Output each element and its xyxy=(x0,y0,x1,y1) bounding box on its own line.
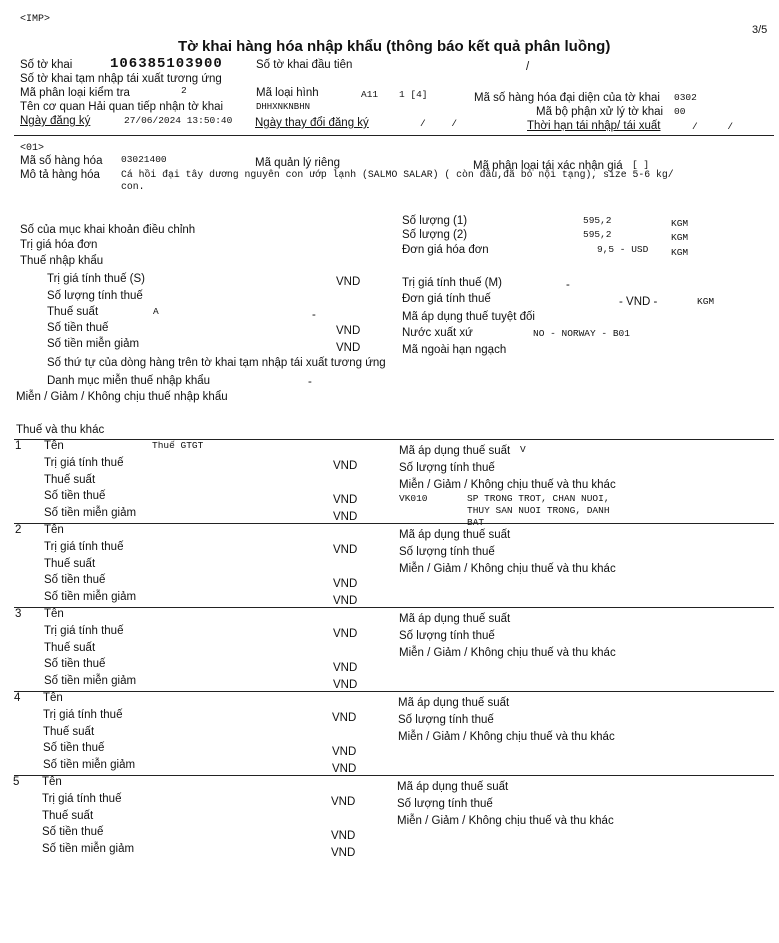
ma-ngoai-han-ngach-label: Mã ngoài hạn ngạch xyxy=(402,344,507,356)
ma-phan-loai-tai-xac-nhan-value: [ ] xyxy=(632,159,650,170)
tax-tri-gia-cur: VND xyxy=(331,796,356,808)
tax-row-number: 1 xyxy=(15,440,22,452)
tax-mien-desc3: BAT xyxy=(467,517,485,528)
tri-gia-tinh-thue-m-label: Trị giá tính thuế (M) xyxy=(402,277,502,289)
tax-row-divider xyxy=(14,775,774,776)
tax-tri-gia-label: Trị giá tính thuế xyxy=(44,625,124,637)
tax-row-divider xyxy=(14,607,774,608)
ma-so-hang-hoa-value: 03021400 xyxy=(121,154,167,165)
thoi-han-label: Thời hạn tái nhập/ tái xuất xyxy=(527,120,661,132)
so-to-khai-label: Số tờ khai xyxy=(20,59,73,71)
document-title: Tờ khai hàng hóa nhập khẩu (thông báo kết quả phân luồng) xyxy=(178,38,611,55)
mo-ta-label: Mô tả hàng hóa xyxy=(20,169,100,181)
nuoc-xuat-xu-value: NO - NORWAY - B01 xyxy=(533,328,630,339)
so-luong-2-label: Số lượng (2) xyxy=(402,229,468,241)
tax-mien-code: VK010 xyxy=(399,493,428,504)
tax-tri-gia-label: Trị giá tính thuế xyxy=(44,541,124,553)
ma-ap-dung-tuyet-doi-label: Mã áp dụng thuế tuyệt đối xyxy=(402,311,535,323)
ngay-dang-ky-value: 27/06/2024 13:50:40 xyxy=(124,115,233,126)
ma-quan-ly-label: Mã quản lý riêng xyxy=(255,157,341,169)
tax-row-number: 5 xyxy=(13,776,20,788)
ma-loai-hinh-label: Mã loại hình xyxy=(256,87,319,99)
ngay-thay-doi-label: Ngày thay đổi đăng ký xyxy=(255,117,369,129)
tax-so-tien-mien-giam-label: Số tiền miễn giảm xyxy=(44,675,137,687)
tax-so-tien-mien-giam-label: Số tiền miễn giảm xyxy=(44,591,137,603)
other-taxes-heading: Thuế và thu khác xyxy=(16,424,105,436)
tax-ma-ap-dung-label: Mã áp dụng thuế suất xyxy=(397,781,509,793)
tax-row-divider xyxy=(14,523,774,524)
ma-loai-hinh-value: A11 xyxy=(361,89,379,100)
tax-so-tien-thue-cur: VND xyxy=(331,830,356,842)
tri-gia-tinh-thue-s-cur: VND xyxy=(336,276,361,288)
so-luong-1-unit: KGM xyxy=(671,218,689,229)
tax-mien-desc1: SP TRONG TROT, CHAN NUOI, xyxy=(467,493,610,504)
so-luong-2-value: 595,2 xyxy=(583,229,612,240)
tax-thue-suat-label: Thuế suất xyxy=(42,810,94,822)
mo-ta-line2: con. xyxy=(121,181,145,192)
tax-so-luong-label: Số lượng tính thuế xyxy=(397,798,493,810)
tax-mien-desc2: THUY SAN NUOI TRONG, DANH xyxy=(467,505,610,516)
tax-name-label: Tên xyxy=(44,608,64,620)
page-number: 3/5 xyxy=(752,24,768,36)
ma-phan-loai-kiem-tra-value: 2 xyxy=(181,85,187,96)
so-tien-thue-cur: VND xyxy=(336,325,361,337)
ngay-dang-ky-label: Ngày đăng ký xyxy=(20,115,91,127)
tax-name-label: Tên xyxy=(44,524,64,536)
tax-so-tien-mien-giam-label: Số tiền miễn giảm xyxy=(42,843,135,855)
thue-suat-value: A xyxy=(153,306,159,317)
header-divider xyxy=(14,135,774,136)
so-thu-tu-label: Số thứ tự của dòng hàng trên tờ khai tạm nhập tái xuất tương ứng xyxy=(47,357,386,369)
tax-tri-gia-cur: VND xyxy=(333,544,358,556)
tax-thue-suat-label: Thuế suất xyxy=(44,474,96,486)
ma-so-hh-dai-dien-value: 0302 xyxy=(674,92,697,103)
tax-so-tien-thue-cur: VND xyxy=(333,494,358,506)
tax-so-tien-thue-label: Số tiền thuế xyxy=(44,658,106,670)
so-tien-mien-giam-cur: VND xyxy=(336,342,361,354)
ten-co-quan-value: DHHXNKNBHN xyxy=(256,102,311,112)
tax-row-number: 3 xyxy=(15,608,22,620)
tax-so-tien-mien-giam-cur: VND xyxy=(333,679,358,691)
so-to-khai-dau-tien-value: / xyxy=(526,61,530,73)
danh-muc-label: Danh mục miễn thuế nhập khẩu xyxy=(47,375,211,387)
so-to-khai-tam-nhap-label: Số tờ khai tạm nhập tái xuất tương ứng xyxy=(20,73,222,85)
tax-tri-gia-label: Trị giá tính thuế xyxy=(44,457,124,469)
ma-bo-phan-label: Mã bộ phận xử lý tờ khai xyxy=(536,106,664,118)
tax-name-value: Thuế GTGT xyxy=(152,440,204,451)
tax-thue-suat-label: Thuế suất xyxy=(44,642,96,654)
so-tien-mien-giam-label: Số tiền miễn giảm xyxy=(47,338,140,350)
tax-so-tien-mien-giam-label: Số tiền miễn giảm xyxy=(43,759,136,771)
ten-co-quan-label: Tên cơ quan Hải quan tiếp nhận tờ khai xyxy=(20,101,224,113)
tax-so-luong-label: Số lượng tính thuế xyxy=(399,546,495,558)
nuoc-xuat-xu-label: Nước xuất xứ xyxy=(402,327,473,339)
don-gia-tinh-thue-value: - VND - xyxy=(619,296,658,308)
tax-so-tien-mien-giam-label: Số tiền miễn giảm xyxy=(44,507,137,519)
tax-so-tien-mien-giam-cur: VND xyxy=(333,511,358,523)
tax-mien-giam-label: Miễn / Giảm / Không chịu thuế và thu khác xyxy=(399,647,616,659)
thue-suat-label: Thuế suất xyxy=(47,306,99,318)
tax-so-luong-label: Số lượng tính thuế xyxy=(399,630,495,642)
mo-ta-line1: Cá hồi đại tây dương nguyên con ướp lạnh (SALMO SALAR) ( còn đầu,đã bỏ nội tạng), size 5-6 kg/ xyxy=(121,169,674,180)
so-luong-tinh-thue-label: Số lượng tính thuế xyxy=(47,290,143,302)
tax-row-divider xyxy=(14,439,774,440)
don-gia-label: Đơn giá hóa đơn xyxy=(402,244,489,256)
mien-giam-nk-label: Miễn / Giảm / Không chịu thuế nhập khẩu xyxy=(16,391,228,403)
tri-gia-tinh-thue-m-dash: - xyxy=(566,279,570,291)
ma-so-hang-hoa-label: Mã số hàng hóa xyxy=(20,155,103,167)
tax-tri-gia-label: Trị giá tính thuế xyxy=(43,709,123,721)
tax-row-number: 2 xyxy=(15,524,22,536)
tax-so-tien-thue-cur: VND xyxy=(333,662,358,674)
don-gia-tinh-thue-unit: KGM xyxy=(697,296,715,307)
tri-gia-hoa-don-label: Trị giá hóa đơn xyxy=(20,239,98,251)
tax-ma-ap-dung-label: Mã áp dụng thuế suất xyxy=(399,529,511,541)
ma-bo-phan-value: 00 xyxy=(674,106,686,117)
ma-phan-loai-kiem-tra-label: Mã phân loại kiểm tra xyxy=(20,87,130,99)
tax-tri-gia-cur: VND xyxy=(332,712,357,724)
thue-nhap-khau-label: Thuế nhập khẩu xyxy=(20,255,104,267)
tax-ma-ap-dung-value: V xyxy=(520,444,526,455)
tax-so-tien-mien-giam-cur: VND xyxy=(333,595,358,607)
ma-loai-hinh-extra: 1 [4] xyxy=(399,89,428,100)
tax-name-label: Tên xyxy=(44,440,64,452)
tax-so-tien-thue-cur: VND xyxy=(332,746,357,758)
tax-so-luong-label: Số lượng tính thuế xyxy=(398,714,494,726)
thue-suat-dash: - xyxy=(312,309,316,321)
tax-mien-giam-label: Miễn / Giảm / Không chịu thuế và thu khác xyxy=(399,563,616,575)
tax-so-luong-label: Số lượng tính thuế xyxy=(399,462,495,474)
tax-so-tien-thue-label: Số tiền thuế xyxy=(42,826,104,838)
tax-thue-suat-label: Thuế suất xyxy=(43,726,95,738)
ngay-thay-doi-value: / / xyxy=(420,118,458,129)
item-index: <01> xyxy=(20,143,45,154)
so-to-khai-dau-tien-label: Số tờ khai đầu tiên xyxy=(256,59,353,71)
tax-ma-ap-dung-label: Mã áp dụng thuế suất xyxy=(398,697,510,709)
don-gia-unit: KGM xyxy=(671,247,689,258)
ma-so-hh-dai-dien-label: Mã số hàng hóa đại diện của tờ khai xyxy=(474,92,660,104)
so-tien-thue-label: Số tiền thuế xyxy=(47,322,109,334)
tax-mien-giam-label: Miễn / Giảm / Không chịu thuế và thu khác xyxy=(397,815,614,827)
so-luong-1-value: 595,2 xyxy=(583,215,612,226)
so-to-khai-value: 106385103900 xyxy=(110,56,223,72)
tax-tri-gia-cur: VND xyxy=(333,460,358,472)
danh-muc-dash: - xyxy=(308,376,312,388)
tax-tri-gia-cur: VND xyxy=(333,628,358,640)
tax-tri-gia-label: Trị giá tính thuế xyxy=(42,793,122,805)
tax-mien-giam-label: Miễn / Giảm / Không chịu thuế và thu khác xyxy=(398,731,615,743)
so-luong-1-label: Số lượng (1) xyxy=(402,215,468,227)
tax-ma-ap-dung-label: Mã áp dụng thuế suất xyxy=(399,613,511,625)
tax-row-divider xyxy=(14,691,774,692)
tax-thue-suat-label: Thuế suất xyxy=(44,558,96,570)
don-gia-tinh-thue-label: Đơn giá tính thuế xyxy=(402,293,491,305)
tax-row-number: 4 xyxy=(14,692,21,704)
tax-so-tien-thue-label: Số tiền thuế xyxy=(44,490,106,502)
tax-ma-ap-dung-label: Mã áp dụng thuế suất xyxy=(399,445,511,457)
tax-so-tien-mien-giam-cur: VND xyxy=(332,763,357,775)
tax-name-label: Tên xyxy=(43,692,63,704)
imp-tag: <IMP> xyxy=(20,14,51,25)
so-cua-muc-label: Số của mục khai khoản điều chỉnh xyxy=(20,224,196,236)
tax-mien-giam-label: Miễn / Giảm / Không chịu thuế và thu khác xyxy=(399,479,616,491)
ma-phan-loai-tai-xac-nhan-label: Mã phân loại tái xác nhận giá xyxy=(473,160,623,172)
thoi-han-value: / / xyxy=(692,121,734,132)
tax-so-tien-thue-label: Số tiền thuế xyxy=(44,574,106,586)
don-gia-value: 9,5 - USD xyxy=(597,244,649,255)
tax-name-label: Tên xyxy=(42,776,62,788)
tax-so-tien-thue-cur: VND xyxy=(333,578,358,590)
so-luong-2-unit: KGM xyxy=(671,232,689,243)
tax-so-tien-mien-giam-cur: VND xyxy=(331,847,356,859)
tax-so-tien-thue-label: Số tiền thuế xyxy=(43,742,105,754)
tri-gia-tinh-thue-s-label: Trị giá tính thuế (S) xyxy=(47,273,146,285)
